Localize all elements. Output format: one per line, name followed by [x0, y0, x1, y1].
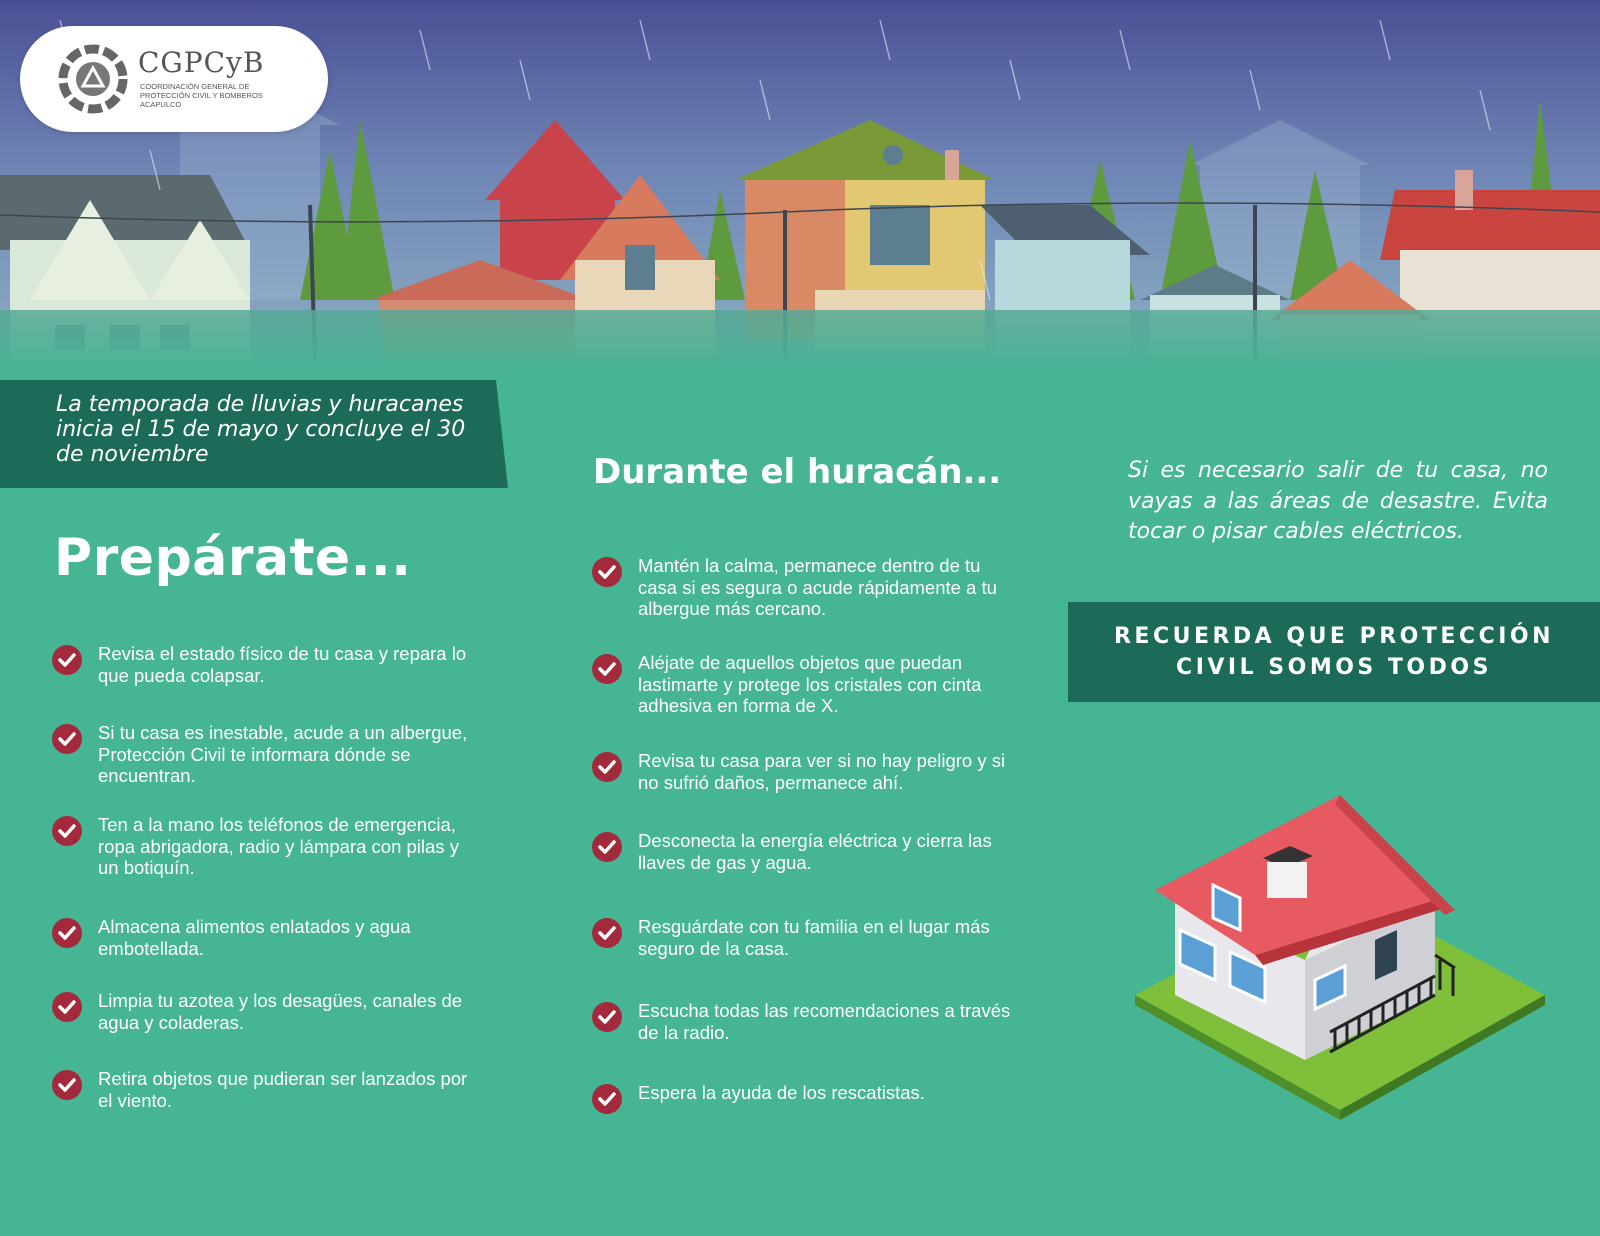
- list-item: [52, 814, 473, 879]
- shield-logo-icon: [58, 44, 128, 114]
- list-item: [592, 1000, 1013, 1043]
- check-circle-icon: [592, 1002, 622, 1032]
- season-notice: La temporada de lluvias y huracanes inicia el 15 de mayo y concluye el 30 de noviembre: [56, 392, 466, 467]
- check-circle-icon: [52, 724, 82, 754]
- list-item: [592, 750, 1013, 793]
- remember-banner: [1068, 602, 1600, 702]
- list-item-text: Retira objetos que pudieran ser lanzados por el viento.: [98, 1068, 468, 1111]
- list-item: [52, 643, 473, 686]
- list-item-text: Espera la ayuda de los rescatistas.: [638, 1082, 925, 1103]
- check-circle-icon: [592, 752, 622, 782]
- list-item-text: Desconecta la energía eléctrica y cierra las llaves de gas y agua.: [638, 830, 992, 873]
- list-item-text: Limpia tu azotea y los desagües, canales de agua y coladeras.: [98, 990, 463, 1033]
- check-circle-icon: [52, 645, 82, 675]
- remember-text: RECUERDA QUE PROTECCIÓN CIVIL SOMOS TODOS: [1113, 624, 1555, 680]
- list-item: [52, 990, 473, 1033]
- logo-title: CGPCyB: [138, 46, 265, 79]
- list-item: [592, 652, 1013, 717]
- list-item: [592, 555, 1013, 620]
- list-item-text: Ten a la mano los teléfonos de emergencia, ropa abrigadora, radio y lámpara con pilas y un botiquín.: [98, 814, 459, 878]
- list-item: [592, 916, 1013, 959]
- check-circle-icon: [52, 816, 82, 846]
- list-item: [52, 916, 473, 959]
- list-item-text: Aléjate de aquellos objetos que puedan lastimarte y protege los cristales con cinta adhesiva en forma de X.: [638, 652, 982, 716]
- check-circle-icon: [52, 1070, 82, 1100]
- list-item: [592, 830, 1013, 873]
- check-circle-icon: [592, 832, 622, 862]
- list-item: [592, 1082, 1013, 1114]
- check-circle-icon: [52, 918, 82, 948]
- list-item-text: Resguárdate con tu familia en el lugar más seguro de la casa.: [638, 916, 990, 959]
- check-circle-icon: [52, 992, 82, 1022]
- prepare-heading: Prepárate...: [54, 528, 412, 588]
- check-circle-icon: [592, 654, 622, 684]
- list-item-text: Mantén la calma, permanece dentro de tu casa si es segura o acude rápidamente a tu albergue más cercano.: [638, 555, 997, 619]
- list-item: [52, 722, 473, 787]
- check-circle-icon: [592, 1084, 622, 1114]
- list-item-text: Almacena alimentos enlatados y agua embotellada.: [98, 916, 411, 959]
- evacuation-note: Si es necesario salir de tu casa, no vayas a las áreas de desastre. Evita tocar o pisar cables eléctricos.: [1128, 458, 1548, 544]
- during-heading: Durante el huracán...: [593, 452, 1002, 492]
- check-circle-icon: [592, 918, 622, 948]
- check-circle-icon: [592, 557, 622, 587]
- house-illustration: [1135, 790, 1545, 1130]
- list-item-text: Escucha todas las recomendaciones a través de la radio.: [638, 1000, 1011, 1043]
- list-item-text: Si tu casa es inestable, acude a un albergue, Protección Civil te informara dónde se encuentran.: [98, 722, 468, 786]
- cgpcyb-logo: [20, 26, 328, 132]
- list-item-text: Revisa tu casa para ver si no hay peligro y si no sufrió daños, permanece ahí.: [638, 750, 1006, 793]
- list-item-text: Revisa el estado físico de tu casa y repara lo que pueda colapsar.: [98, 643, 467, 686]
- list-item: [52, 1068, 473, 1111]
- logo-subtitle: COORDINACIÓN GENERAL DE PROTECCIÓN CIVIL Y BOMBEROS ACAPULCO: [140, 82, 263, 109]
